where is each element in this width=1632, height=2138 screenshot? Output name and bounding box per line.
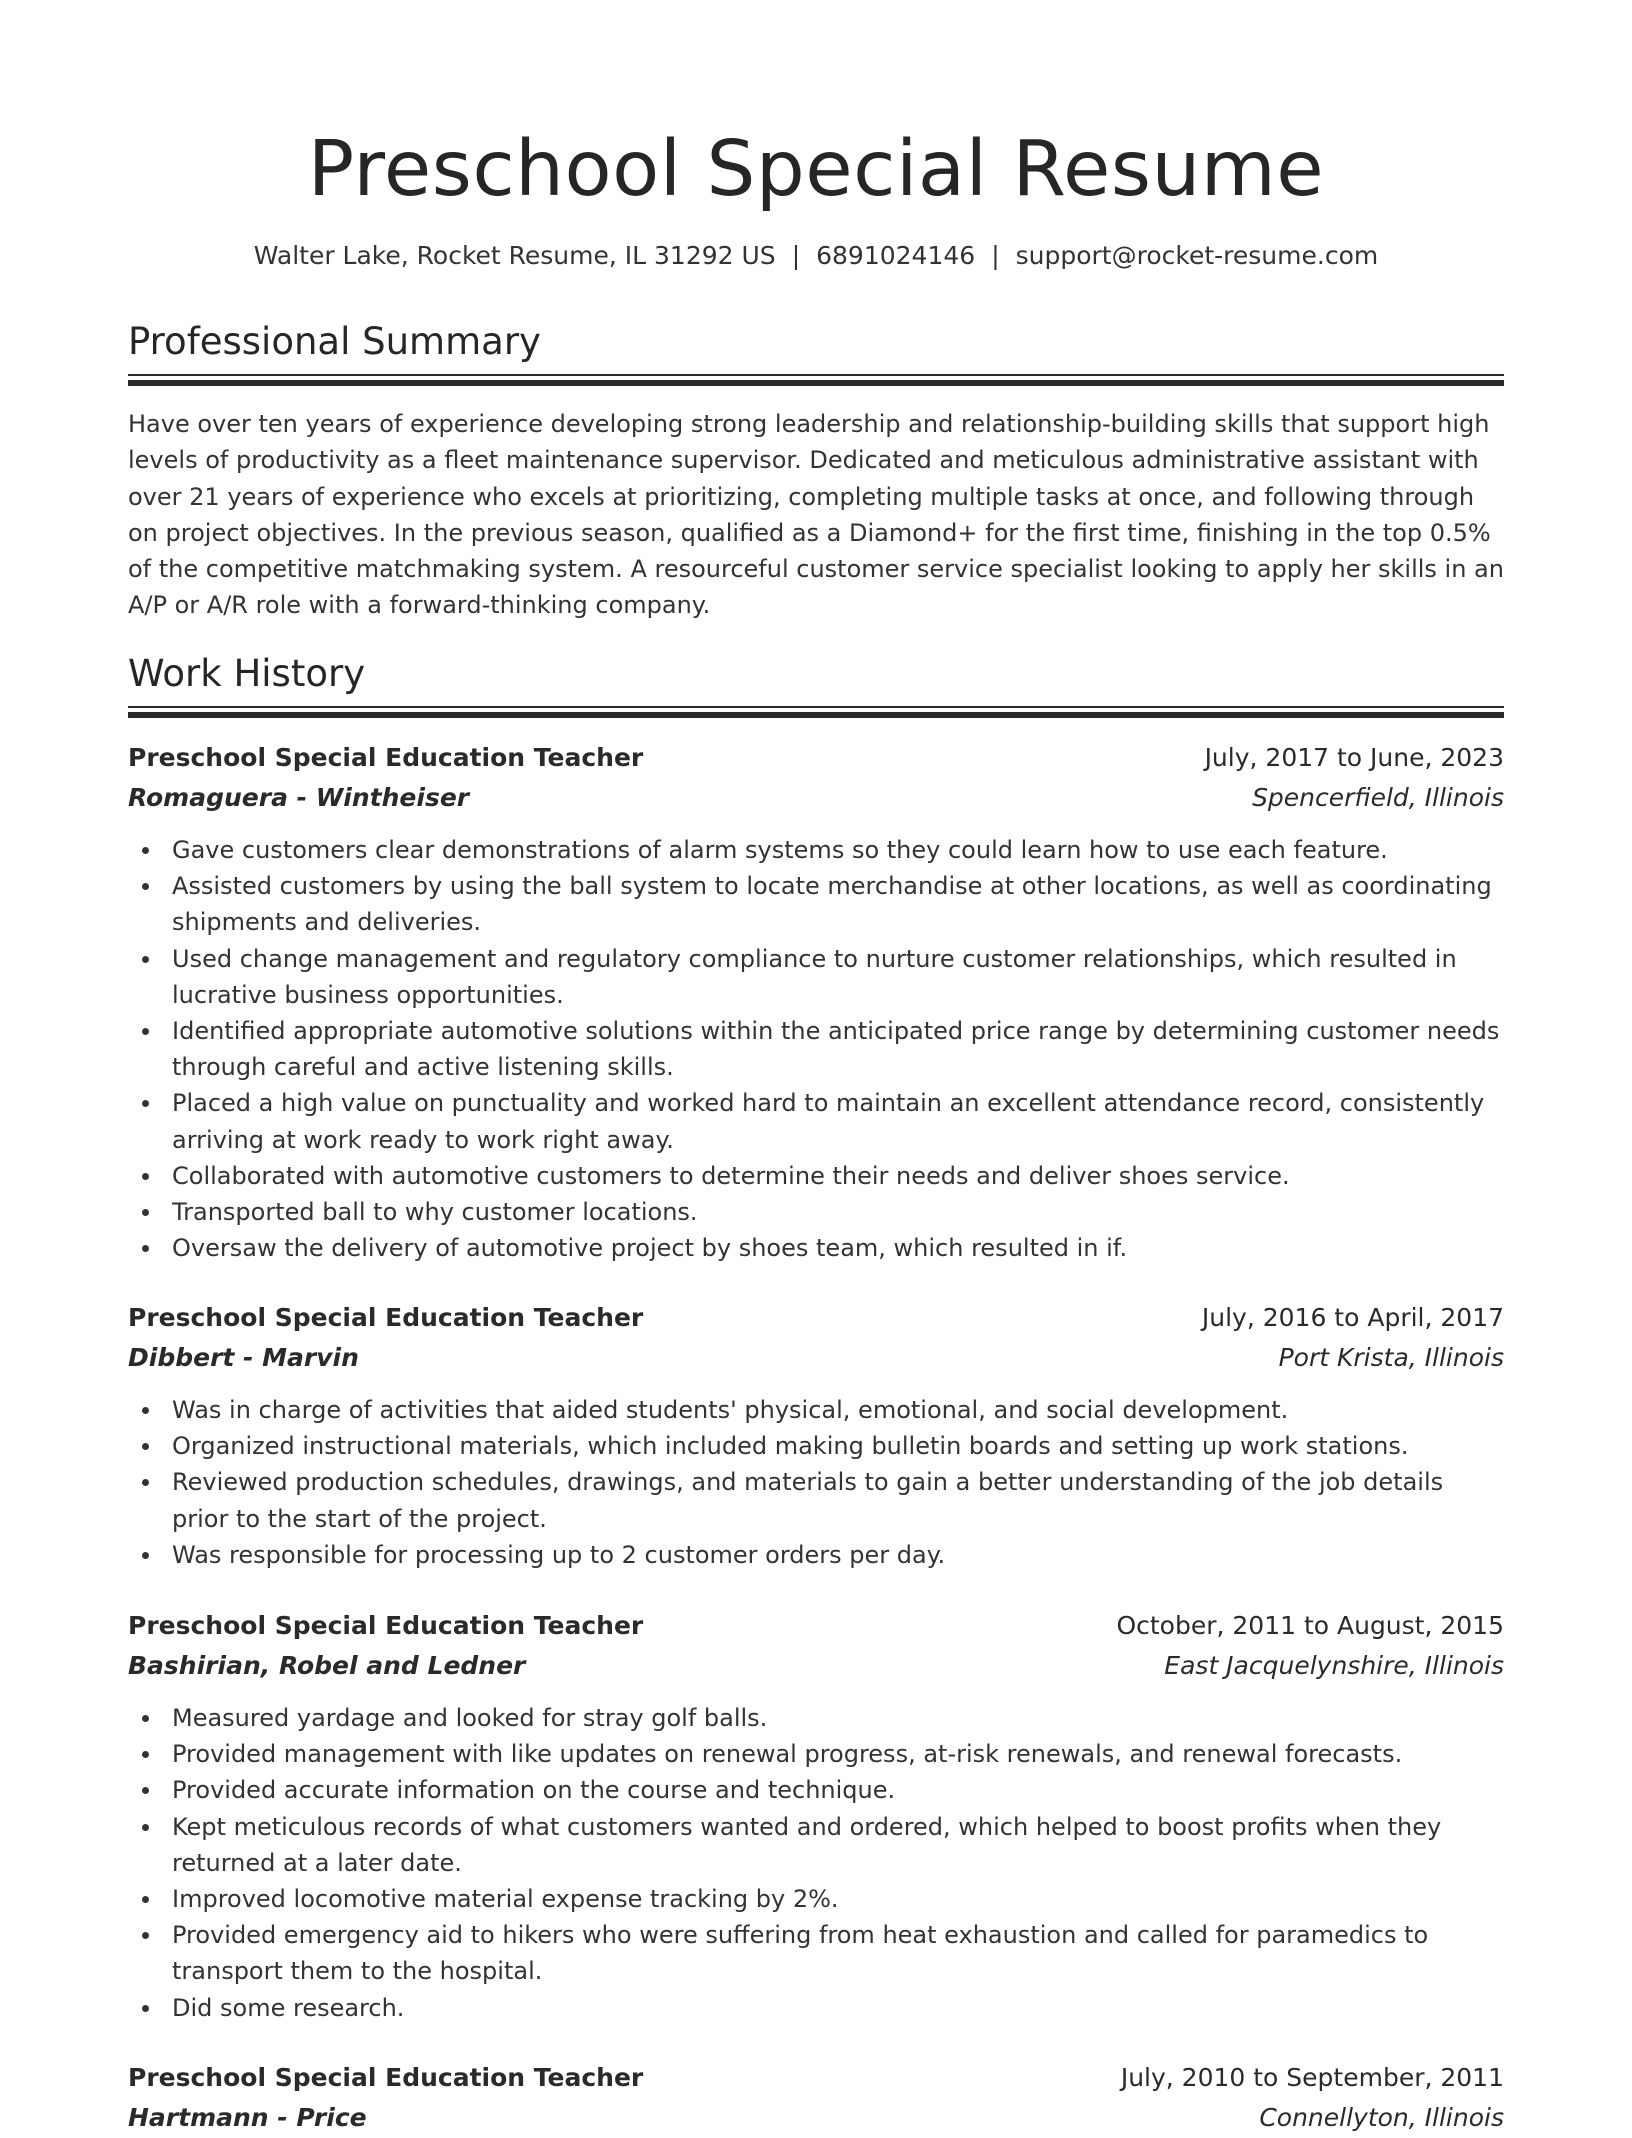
job-bullet: Assisted customers by using the ball system to locate merchandise at other locations, as well as coordinating shipments and deliveries. (128, 868, 1504, 940)
job-bullet: Provided accurate information on the course and technique. (128, 1772, 1504, 1808)
job-title: Preschool Special Education Teacher (128, 1303, 644, 1332)
job-bullet: Provided emergency aid to hikers who were suffering from heat exhaustion and called for paramedics to transport them to the hospital. (128, 1917, 1504, 1989)
job-company: Dibbert - Marvin (128, 1343, 359, 1372)
contact-address: Walter Lake, Rocket Resume, IL 31292 US (253, 241, 776, 270)
job-bullet: Organized instructional materials, which included making bulletin boards and setting up work stations. (128, 1428, 1504, 1464)
job-dates: October, 2011 to August, 2015 (1116, 1611, 1504, 1640)
job-company: Romaguera - Wintheiser (128, 783, 470, 812)
job-company: Bashirian, Robel and Ledner (128, 1651, 526, 1680)
job-bullet-list (128, 1700, 1504, 2026)
divider-thick-line (128, 712, 1504, 718)
summary-text: Have over ten years of experience developing strong leadership and relationship-building skills that support high levels of productivity as a fleet maintenance supervisor. Dedicated and meticulous administrative assistant with over 21 years of experience who excels at prioritizing, completing multiple tasks at once, and following through on project objectives. In the previous season, qualified as a Diamond+ for the first time, finishing in the top 0.5% of the competitive matchmaking system. A resourceful customer service specialist looking to apply her skills in an A/P or A/R role with a forward-thinking company. (128, 410, 1504, 620)
contact-separator: | (791, 241, 801, 270)
job-dates: July, 2017 to June, 2023 (1204, 743, 1504, 772)
job-bullet: Gave customers clear demonstrations of alarm systems so they could learn how to use each feature. (128, 832, 1504, 868)
page-title: Preschool Special Resume (307, 125, 1325, 214)
contact-email[interactable]: support@rocket-resume.com (1015, 241, 1379, 270)
divider-thin-line (128, 374, 1504, 376)
job-location: Spencerfield, Illinois (1252, 783, 1504, 812)
job-bullet: Was responsible for processing up to 2 customer orders per day. (128, 1537, 1504, 1573)
job-title: Preschool Special Education Teacher (128, 1611, 644, 1640)
job-subheader (128, 2098, 1504, 2138)
contact-line (128, 238, 1504, 274)
job-bullet: Used change management and regulatory compliance to nurture customer relationships, which resulted in lucrative business opportunities. (128, 941, 1504, 1013)
job-bullet: Oversaw the delivery of automotive project by shoes team, which resulted in if. (128, 1230, 1504, 1266)
section-divider (128, 706, 1504, 718)
job-bullet: Kept meticulous records of what customers wanted and ordered, which helped to boost profits when they returned at a later date. (128, 1809, 1504, 1881)
section-heading-summary: Professional Summary (128, 320, 541, 363)
job-bullet: Reviewed production schedules, drawings, and materials to gain a better understanding of the job details prior to the start of the project. (128, 1464, 1504, 1536)
job-location: East Jacquelynshire, Illinois (1164, 1651, 1504, 1680)
job-bullet: Improved locomotive material expense tracking by 2%. (128, 1881, 1504, 1917)
job-entry (128, 2058, 1504, 2138)
job-entry (128, 1606, 1504, 2026)
job-bullet-list (128, 1392, 1504, 1573)
job-entry (128, 738, 1504, 1266)
section-heading-work-history: Work History (128, 652, 366, 695)
job-entry (128, 1298, 1504, 1573)
job-bullet-list (128, 832, 1504, 1266)
job-bullet: Measured yardage and looked for stray golf balls. (128, 1700, 1504, 1736)
job-header (128, 738, 1504, 778)
job-bullet: Identified appropriate automotive solutions within the anticipated price range by determining customer needs through careful and active listening skills. (128, 1013, 1504, 1085)
contact-phone: 6891024146 (816, 241, 976, 270)
job-location: Port Krista, Illinois (1278, 1343, 1504, 1372)
job-location: Connellyton, Illinois (1259, 2103, 1504, 2132)
job-bullet: Collaborated with automotive customers to determine their needs and deliver shoes service. (128, 1158, 1504, 1194)
job-bullet: Transported ball to why customer locations. (128, 1194, 1504, 1230)
divider-thin-line (128, 706, 1504, 708)
job-header (128, 1606, 1504, 1646)
job-company: Hartmann - Price (128, 2103, 367, 2132)
divider-thick-line (128, 380, 1504, 386)
job-bullet: Placed a high value on punctuality and worked hard to maintain an excellent attendance record, consistently arriving at work ready to work right away. (128, 1085, 1504, 1157)
job-bullet: Did some research. (128, 1990, 1504, 2026)
job-bullet: Was in charge of activities that aided students' physical, emotional, and social development. (128, 1392, 1504, 1428)
job-header (128, 2058, 1504, 2098)
job-dates: July, 2010 to September, 2011 (1120, 2063, 1504, 2092)
job-bullet: Provided management with like updates on renewal progress, at-risk renewals, and renewal forecasts. (128, 1736, 1504, 1772)
section-divider (128, 374, 1504, 386)
job-subheader (128, 1338, 1504, 1378)
contact-separator: | (991, 241, 1000, 270)
job-title: Preschool Special Education Teacher (128, 743, 644, 772)
job-title: Preschool Special Education Teacher (128, 2063, 644, 2092)
job-subheader (128, 1646, 1504, 1686)
job-subheader (128, 778, 1504, 818)
job-dates: July, 2016 to April, 2017 (1201, 1303, 1504, 1332)
job-header (128, 1298, 1504, 1338)
